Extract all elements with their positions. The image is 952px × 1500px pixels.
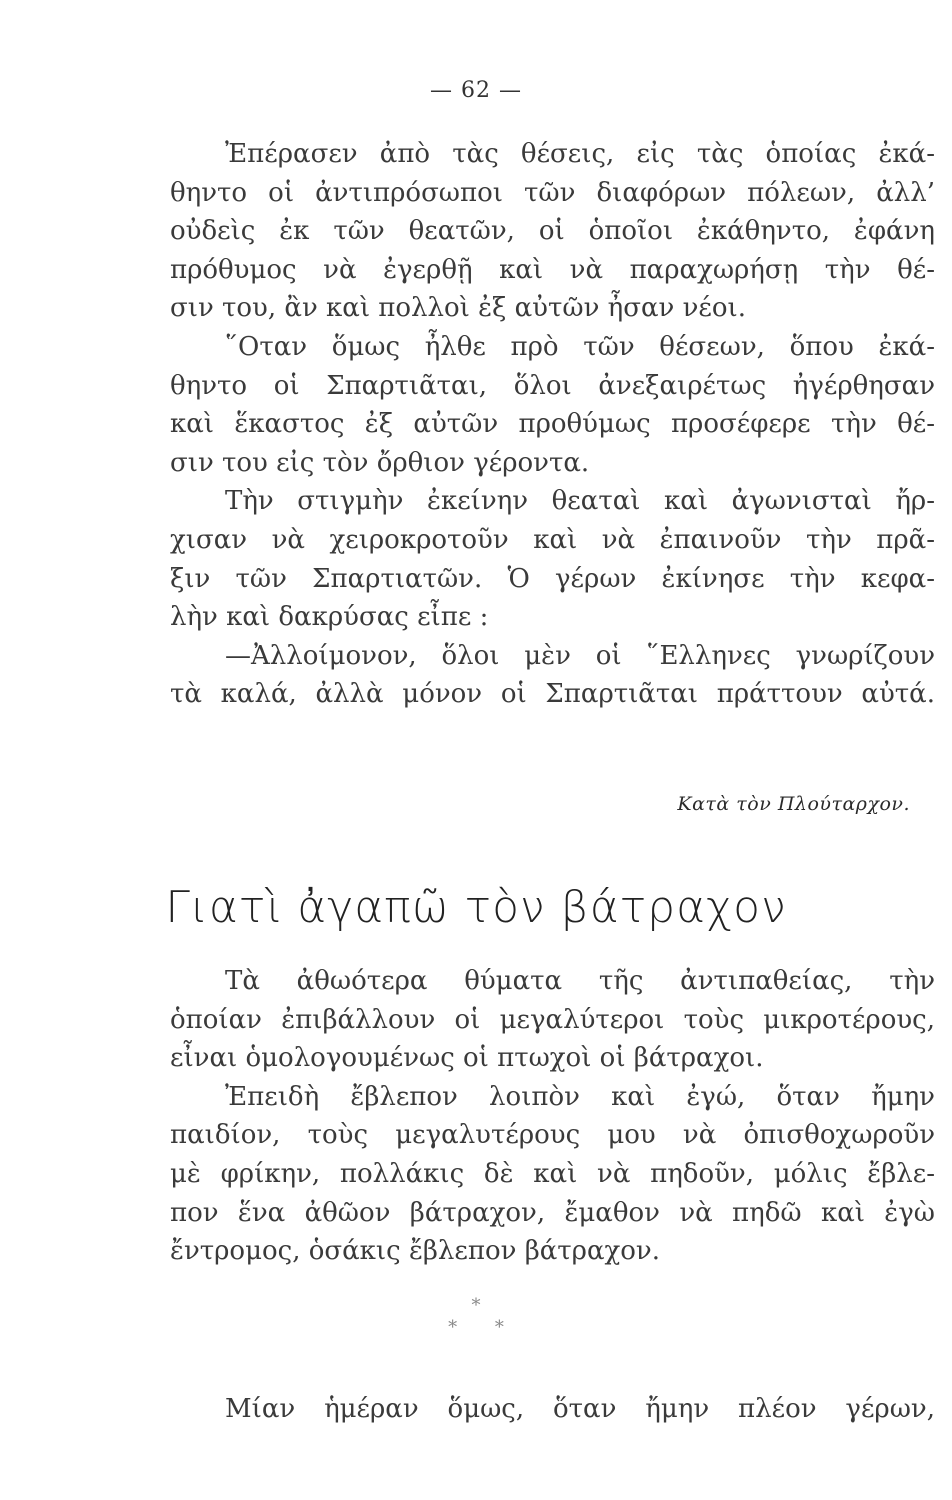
paragraph-line: Μίαν ἡμέραν ὅμως, ὅταν ἤμην πλέον γέρων, xyxy=(225,1394,935,1424)
paragraph-line: —Ἀλλοίμονον, ὅλοι μὲν οἱ ῞Ελληνες γνωρίζουν xyxy=(225,640,935,671)
paragraph-line: πον ἕνα ἀθῶον βάτραχον, ἔμαθον νὰ πηδῶ καὶ ἐγὼ xyxy=(170,1197,935,1228)
text-block-top xyxy=(170,135,935,714)
paragraph-line: σιν του, ἂν καὶ πολλοὶ ἐξ αὐτῶν ἦσαν νέοι. xyxy=(170,293,746,324)
separator-asterisks: * * xyxy=(448,1317,520,1338)
paragraph-line: Τὴν στιγμὴν ἐκείνην θεαταὶ καὶ ἀγωνισταὶ ἤρ- xyxy=(225,486,935,517)
paragraph-line: ἔντρομος, ὁσάκις ἔβλεπον βάτραχον. xyxy=(170,1236,660,1267)
attribution: Κατὰ τὸν Πλούταρχον. xyxy=(677,793,910,815)
paragraph-line: θηντο οἱ ἀντιπρόσωποι τῶν διαφόρων πόλεων, ἀλλ’ xyxy=(170,177,935,208)
paragraph-line: εἶναι ὁμολογουμένως οἱ πτωχοὶ οἱ βάτραχοι. xyxy=(170,1043,764,1074)
paragraph-line: σιν του εἰς τὸν ὄρθιον γέροντα. xyxy=(170,447,590,478)
paragraph-line: παιδίον, τοὺς μεγαλυτέρους μου νὰ ὀπισθοχωροῦν xyxy=(170,1120,935,1151)
paragraph-line: πρόθυμος νὰ ἐγερθῇ καὶ νὰ παραχωρήσῃ τὴν θέ- xyxy=(170,254,935,285)
page-number: — 62 — xyxy=(430,78,522,103)
paragraph-line: ξιν τῶν Σπαρτιατῶν. Ὁ γέρων ἐκίνησε τὴν κεφα- xyxy=(170,563,935,594)
paragraph-line: ὁποίαν ἐπιβάλλουν οἱ μεγαλύτεροι τοὺς μικροτέρους, xyxy=(170,1004,935,1035)
separator-asterisk: * xyxy=(471,1295,481,1316)
paragraph-line: Ἐπέρασεν ἀπὸ τὰς θέσεις, εἰς τὰς ὁποίας ἐκά- xyxy=(225,139,935,169)
paragraph-line: ῞Οταν ὅμως ἦλθε πρὸ τῶν θέσεων, ὅπου ἐκά- xyxy=(225,331,935,362)
paragraph-line: Τὰ ἀθωότερα θύματα τῆς ἀντιπαθείας, τὴν xyxy=(225,966,935,996)
paragraph-line: χισαν νὰ χειροκροτοῦν καὶ νὰ ἐπαινοῦν τὴν πρᾶ- xyxy=(170,524,935,555)
paragraph-line: μὲ φρίκην, πολλάκις δὲ καὶ νὰ πηδοῦν, μόλις ἔβλε- xyxy=(170,1158,935,1189)
text-block-bottom xyxy=(170,962,935,1271)
paragraph-line: οὐδεὶς ἐκ τῶν θεατῶν, οἱ ὁποῖοι ἐκάθηντο, ἐφάνη xyxy=(170,216,935,247)
text-block-final xyxy=(170,1390,935,1429)
paragraph-line: λὴν καὶ δακρύσας εἶπε : xyxy=(170,602,489,633)
section-separator xyxy=(0,1295,952,1339)
paragraph-line: Ἐπειδὴ ἔβλεπον λοιπὸν καὶ ἐγώ, ὅταν ἤμην xyxy=(225,1081,935,1112)
paragraph-line: καὶ ἕκαστος ἐξ αὐτῶν προθύμως προσέφερε τὴν θέ- xyxy=(170,409,935,440)
paragraph-line: θηντο οἱ Σπαρτιᾶται, ὅλοι ἀνεξαιρέτως ἠγέρθησαν xyxy=(170,370,935,401)
section-title: Γιατὶ ἀγαπῶ τὸν βάτραχον xyxy=(165,882,787,933)
paragraph-line: τὰ καλά, ἀλλὰ μόνον οἱ Σπαρτιᾶται πράττουν αὐτά. xyxy=(170,679,935,710)
